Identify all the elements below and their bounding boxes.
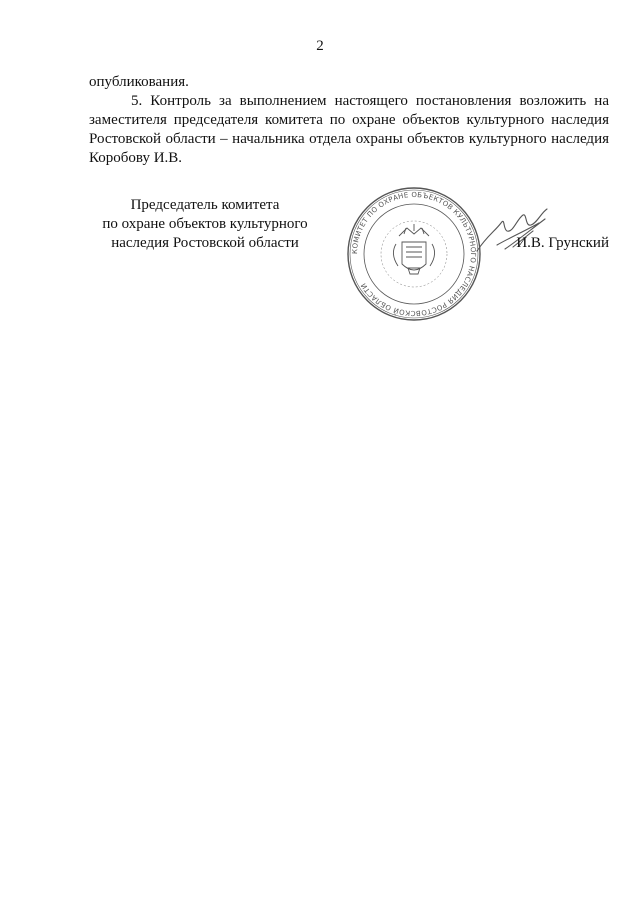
paragraph-item-5: 5. Контроль за выполнением настоящего постановления возложить на заместителя председателя комитета по охране объектов культурного наследия Ростовской области – начальника отдела охраны объектов культурного наследия Коробову И.В. [89,93,609,166]
coat-of-arms-icon [393,224,434,274]
signature-block [89,190,609,326]
paragraph-continuation: опубликования. [89,74,189,90]
signer-position-line: наследия Ростовской области [111,235,299,251]
signer-position-line: Председатель комитета [130,197,280,213]
signer-position-line: по охране объектов культурного [102,216,308,232]
signer-position [89,196,321,253]
svg-text:КОМИТЕТ ПО ОХРАНЕ ОБЪЕКТОВ КУЛ [351,191,477,317]
page-number: 2 [316,38,324,54]
official-seal-stamp [344,184,484,324]
document-body [89,73,609,168]
stamp-ring-text: КОМИТЕТ ПО ОХРАНЕ ОБЪЕКТОВ КУЛЬТУРНОГО НАСЛЕДИЯ РОСТОВСКОЙ ОБЛАСТИ [350,190,478,318]
signer-name: И.В. Грунский [516,235,609,251]
